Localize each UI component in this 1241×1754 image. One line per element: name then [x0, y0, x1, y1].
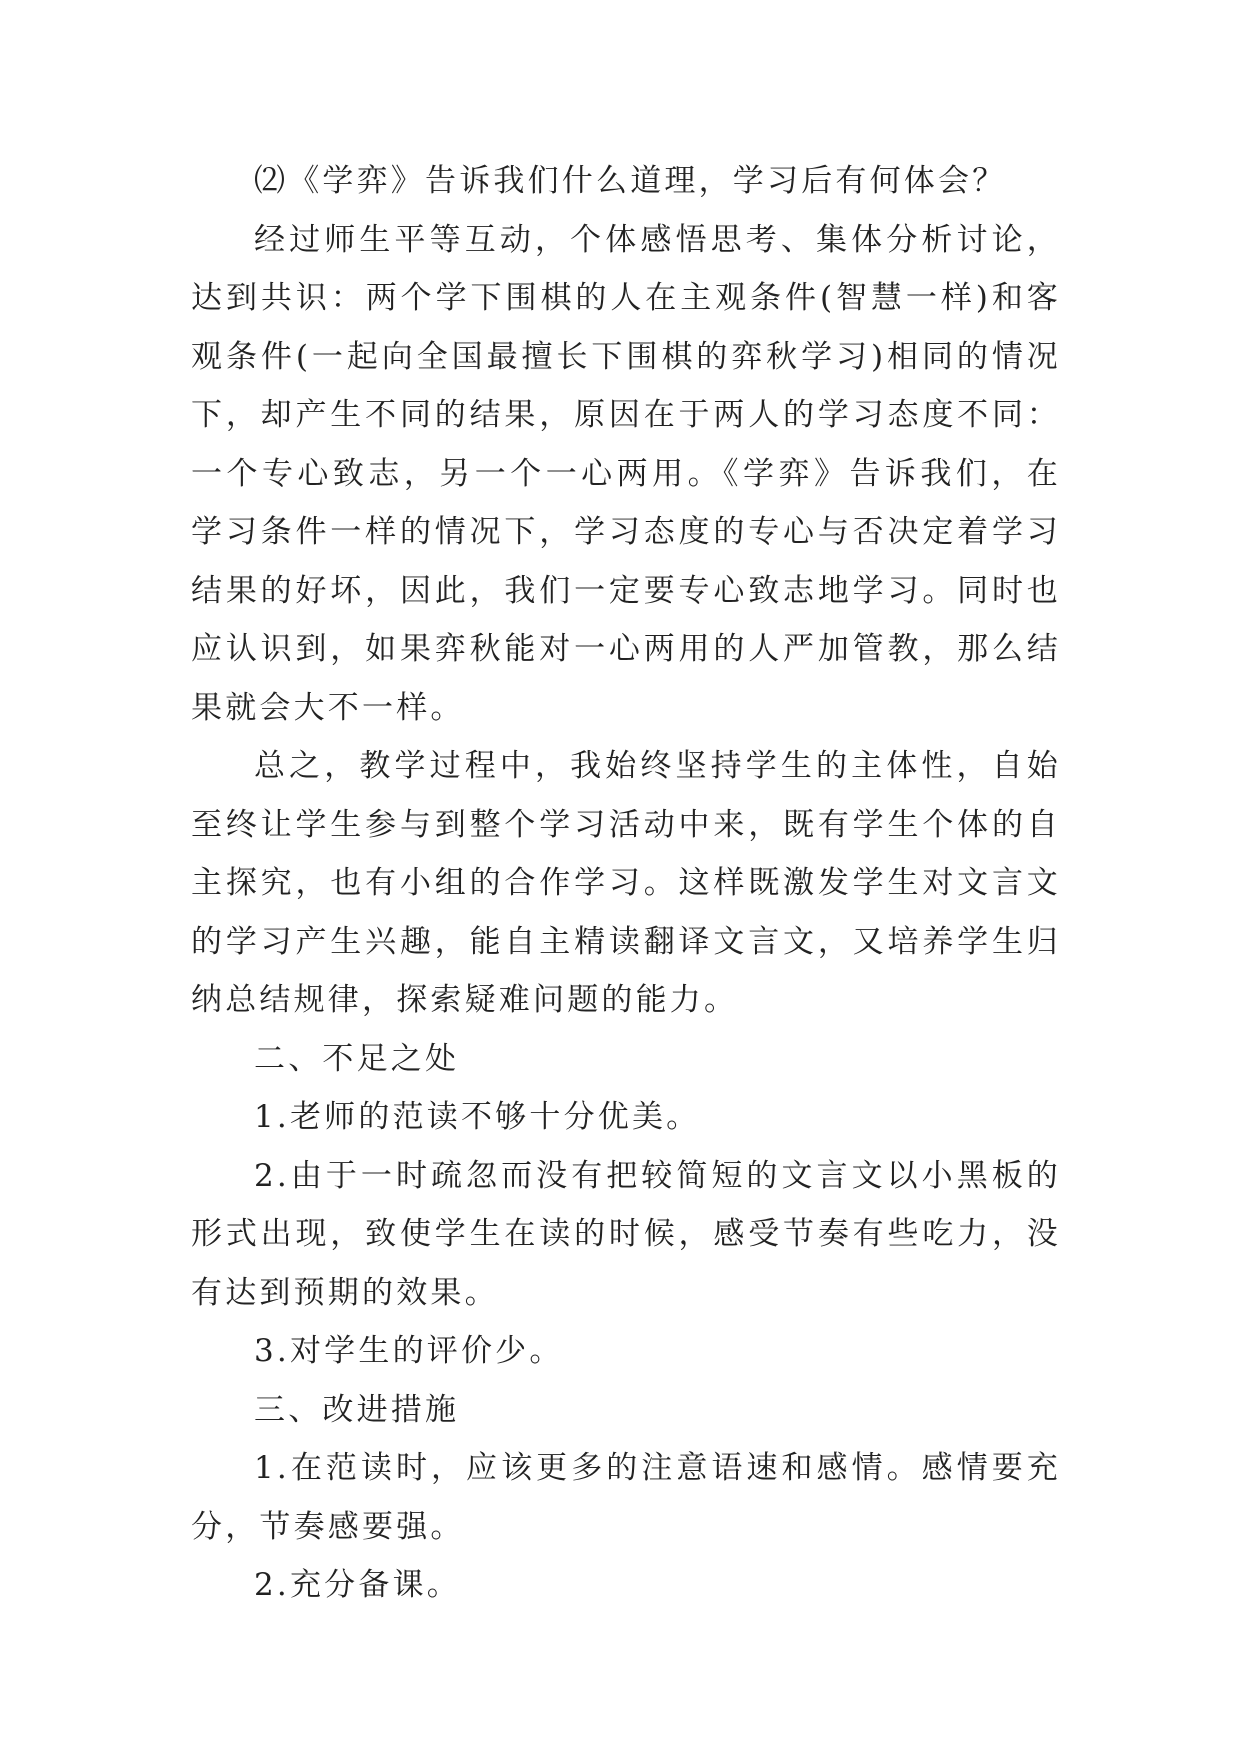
consensus-paragraph: 经过师生平等互动，个体感悟思考、集体分析讨论，达到共识：两个学下围棋的人在主观条件(智慧一样)和客观条件(一起向全国最擅长下围棋的弈秋学习)相同的情况下，却产生不同的结果，原因在于两人的学习态度不同：一个专心致志，另一个一心两用。《学弈》告诉我们，在学习条件一样的情况下，学习态度的专心与否决定着学习结果的好坏，因此，我们一定要专心致志地学习。同时也应认识到，如果弈秋能对一心两用的人严加管教，那么结果就会大不一样。 — [191, 221, 1061, 726]
question-paragraph: ⑵《学弈》告诉我们什么道理，学习后有何体会？ — [254, 163, 1007, 199]
summary-paragraph: 总之，教学过程中，我始终坚持学生的主体性，自始至终让学生参与到整个学习活动中来，既有学生个体的自主探究，也有小组的合作学习。这样既激发学生对文言文的学习产生兴趣，能自主精读翻译文言文，又培养学生归纳总结规律，探索疑难问题的能力。 — [191, 748, 1061, 1018]
section-heading-shortcomings: 二、不足之处 — [254, 1040, 460, 1077]
improvement-item-2: 2.充分备课。 — [254, 1567, 461, 1603]
document-body — [191, 152, 1061, 1615]
shortcoming-item-1: 1.老师的范读不够十分优美。 — [254, 1099, 701, 1135]
improvement-item-1: 1.在范读时，应该更多的注意语速和感情。感情要充分，节奏感要强。 — [191, 1450, 1061, 1545]
section-heading-improvements: 三、改进措施 — [254, 1391, 460, 1428]
shortcoming-item-2: 2.由于一时疏忽而没有把较简短的文言文以小黑板的形式出现，致使学生在读的时候，感受节奏有些吃力，没有达到预期的效果。 — [191, 1157, 1061, 1311]
shortcoming-item-3: 3.对学生的评价少。 — [254, 1333, 564, 1369]
